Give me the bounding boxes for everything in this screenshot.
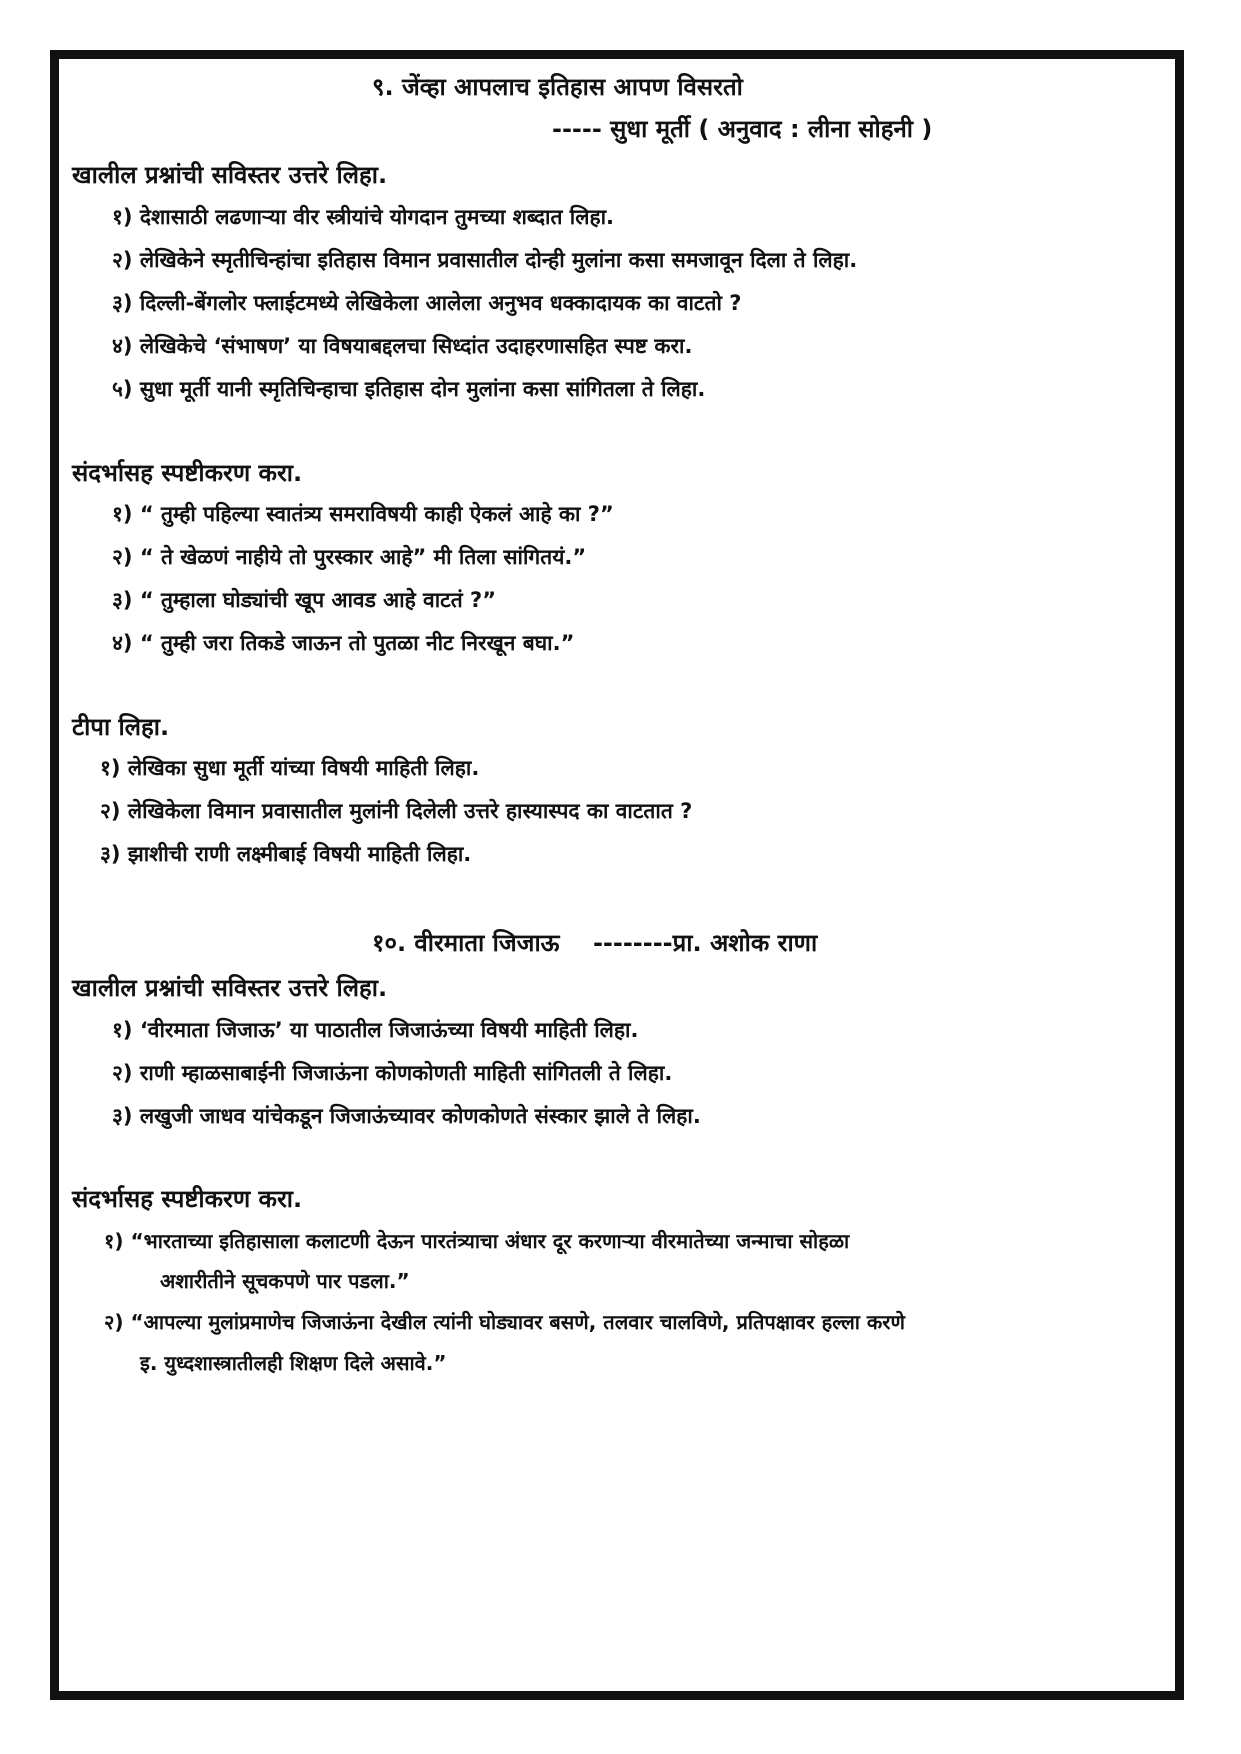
ch10-s1-question-3: ३) लखुजी जाधव यांचेकडून जिजाऊंच्यावर कोणकोणते संस्कार झाले ते लिहा.	[112, 1104, 701, 1128]
ch9-section-2-heading: संदर्भासह स्पष्टीकरण करा.	[72, 459, 303, 487]
ch10-s1-question-1: १) ‘वीरमाता जिजाऊ’ या पाठातील जिजाऊंच्या विषयी माहिती लिहा.	[112, 1018, 639, 1042]
ch9-section-3-heading: टीपा लिहा.	[72, 713, 170, 741]
ch9-s1-question-1: १) देशासाठी लढणाऱ्या वीर स्त्रीयांचे योगदान तुमच्या शब्दात लिहा.	[112, 205, 615, 229]
ch9-s2-quote-4: ४) “ तुम्ही जरा तिकडे जाऊन तो पुतळा नीट निरखून बघा.”	[112, 631, 575, 655]
ch9-s2-quote-3: ३) “ तुम्हाला घोड्यांची खूप आवड आहे वाटतं ?”	[112, 588, 497, 612]
ch9-s1-question-5: ५) सुधा मूर्ती यानी स्मृतिचिन्हाचा इतिहास दोन मुलांना कसा सांगितला ते लिहा.	[112, 377, 706, 401]
ch10-s1-question-2: २) राणी म्हाळसाबाईनी जिजाऊंना कोणकोणती माहिती सांगितली ते लिहा.	[112, 1061, 673, 1085]
ch9-s2-quote-1: १) “ तुम्ही पहिल्या स्वातंत्र्य समराविषयी काही ऐकलं आहे का ?”	[112, 502, 614, 526]
ch9-s1-question-3: ३) दिल्ली-बेंगलोर फ्लाईटमध्ये लेखिकेला आलेला अनुभव धक्कादायक का वाटतो ?	[112, 291, 742, 315]
ch9-s2-quote-2: २) “ ते खेळणं नाहीये तो पुरस्कार आहे” मी तिला सांगितयं.”	[112, 545, 587, 569]
ch9-s1-question-4: ४) लेखिकेचे ‘संभाषण’ या विषयाबद्दलचा सिध्दांत उदाहरणासहित स्पष्ट करा.	[112, 334, 693, 358]
ch10-s2-quote-1-line-1: १) “भारताच्या इतिहासाला कलाटणी देऊन पारतंत्र्याचा अंधार दूर करणाऱ्या वीरमातेच्या जन्माचा सोहळा	[104, 1229, 850, 1253]
chapter-9-author: ----- सुधा मूर्ती ( अनुवाद : लीना सोहनी )	[552, 115, 933, 143]
ch10-section-1-heading: खालील प्रश्नांची सविस्तर उत्तरे लिहा.	[72, 974, 388, 1002]
chapter-10-title: १०. वीरमाता जिजाऊ --------प्रा. अशोक राणा	[372, 929, 818, 957]
ch9-section-1-heading: खालील प्रश्नांची सविस्तर उत्तरे लिहा.	[72, 161, 388, 189]
ch9-s3-note-2: २) लेखिकेला विमान प्रवासातील मुलांनी दिलेली उत्तरे हास्यास्पद का वाटतात ?	[100, 799, 693, 823]
ch9-s3-note-1: १) लेखिका सुधा मूर्ती यांच्या विषयी माहिती लिहा.	[100, 756, 480, 780]
ch10-s2-quote-2-line-1: २) “आपल्या मुलांप्रमाणेच जिजाऊंना देखील त्यांनी घोड्यावर बसणे, तलवार चालविणे, प्रतिपक्षावर हल्ला करणे	[104, 1310, 905, 1334]
ch10-s2-quote-2-line-2: इ. युध्दशास्त्रातीलही शिक्षण दिले असावे.”	[140, 1351, 447, 1375]
ch10-section-2-heading: संदर्भासह स्पष्टीकरण करा.	[72, 1185, 303, 1213]
ch10-s2-quote-1-line-2: अशारीतीने सूचकपणे पार पडला.”	[160, 1269, 410, 1293]
chapter-9-title: ९. जेंव्हा आपलाच इतिहास आपण विसरतो	[372, 73, 743, 101]
ch9-s3-note-3: ३) झाशीची राणी लक्ष्मीबाई विषयी माहिती लिहा.	[100, 842, 472, 866]
ch9-s1-question-2: २) लेखिकेने स्मृतीचिन्हांचा इतिहास विमान प्रवासातील दोन्ही मुलांना कसा समजावून दिला ते लिहा.	[112, 248, 858, 272]
